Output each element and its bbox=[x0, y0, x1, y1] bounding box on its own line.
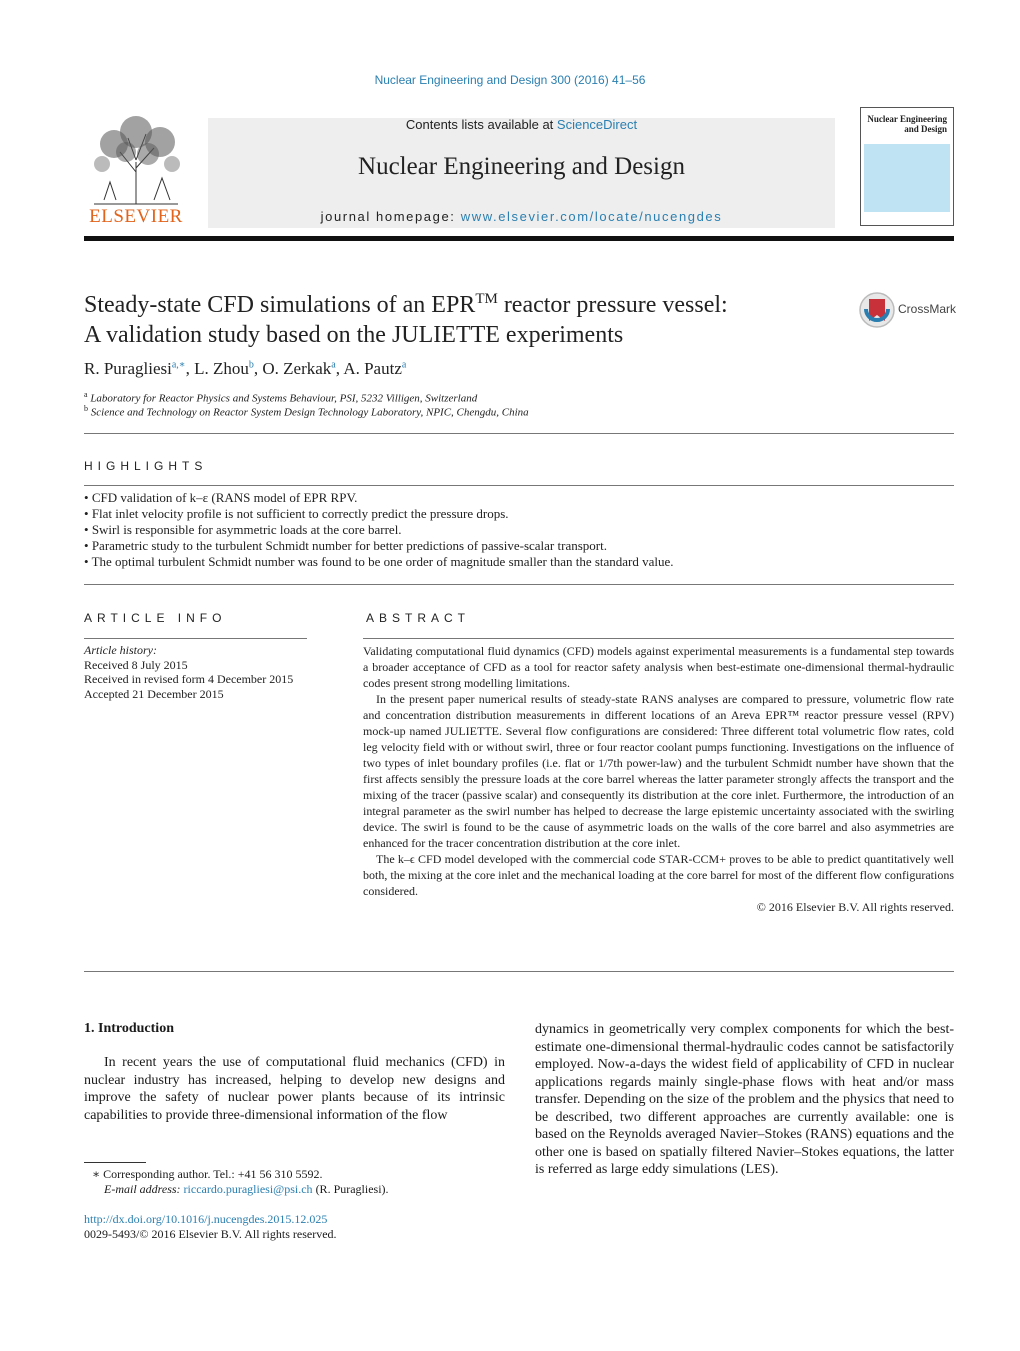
issn-line: 0029-5493/© 2016 Elsevier B.V. All rights reserved. bbox=[84, 1227, 337, 1241]
section-divider bbox=[84, 971, 954, 972]
author[interactable]: O. Zerkak$^a$ bbox=[262, 359, 336, 378]
highlights-heading: HIGHLIGHTS bbox=[84, 459, 208, 473]
article-history bbox=[84, 643, 293, 701]
introduction-heading: 1. Introduction bbox=[84, 1021, 174, 1036]
abstract-paragraph: Validating computational fluid dynamics (CFD) models against experimental measurements is a fundamental step towards a broader acceptance of CFD as a tool for reactor safety analysis when best-estimate one-dimensional thermal-hydraulic codes present strong modelling limitations. bbox=[363, 644, 954, 690]
sciencedirect-link[interactable]: ScienceDirect bbox=[556, 117, 638, 132]
abstract-body bbox=[363, 643, 954, 915]
crossmark-badge[interactable] bbox=[858, 291, 958, 331]
contents-prefix: Contents lists available at bbox=[405, 117, 557, 132]
elsevier-logo bbox=[84, 112, 188, 228]
article-info-heading: ARTICLE INFO bbox=[84, 611, 227, 625]
footnote-corresponding: ∗ Corresponding author. Tel.: +41 56 310 5592. bbox=[92, 1167, 323, 1181]
doi-block bbox=[84, 1212, 337, 1242]
abstract-heading: ABSTRACT bbox=[366, 611, 471, 625]
title-line-2: A validation study based on the JULIETTE experiments bbox=[84, 322, 624, 348]
masthead-divider bbox=[84, 236, 954, 241]
introduction-left-column: In recent years the use of computational fluid mechanics (CFD) in nuclear industry has increased, helping to develop new designs and improve the safety of nuclear power plants because of its intrinsic capabilities to provide three-dimensional information of the flow bbox=[84, 1055, 505, 1123]
highlight-item: • Parametric study to the turbulent Schmidt number for better predictions of passive-scalar transport. bbox=[84, 538, 607, 553]
abstract-paragraph: The k–ϵ CFD model developed with the commercial code STAR-CCM+ proves to be able to predict quantitatively well both, the mixing at the core inlet and the mechanical loading at the core barrel for most of the different flow configurations considered. bbox=[363, 852, 954, 898]
corresponding-author-footnote bbox=[92, 1167, 389, 1197]
homepage-label: journal homepage: bbox=[320, 209, 461, 224]
highlight-item: • Flat inlet velocity profile is not sufficient to correctly predict the pressure drops. bbox=[84, 506, 509, 521]
article-info-divider bbox=[84, 638, 307, 639]
history-revised: Received in revised form 4 December 2015 bbox=[84, 672, 294, 686]
homepage-link[interactable]: www.elsevier.com/locate/nucengdes bbox=[460, 209, 723, 224]
journal-homepage bbox=[208, 209, 835, 224]
crossmark-label: CrossMark bbox=[898, 302, 957, 316]
history-accepted: Accepted 21 December 2015 bbox=[84, 686, 224, 701]
history-received: Received 8 July 2015 bbox=[84, 657, 188, 672]
journal-title: Nuclear Engineering and Design bbox=[358, 153, 685, 180]
highlight-item: • CFD validation of k–ε (RANS model of EPR RPV. bbox=[84, 490, 358, 505]
journal-cover-thumbnail[interactable] bbox=[860, 107, 954, 226]
trademark-mark: TM bbox=[475, 291, 498, 307]
elsevier-wordmark: ELSEVIER bbox=[89, 206, 183, 227]
author[interactable]: L. Zhou$^b$ bbox=[194, 359, 254, 378]
article-title bbox=[84, 284, 844, 350]
abstract-paragraph: In the present paper numerical results of steady-state RANS analyses are compared to pressure, volumetric flow rate and concentration distribution measurements in different locations of an Areva EPR™ reactor pressure vessel (RPV) mock-up named JULIETTE. Several flow configurations are considered: Three different total volumetric flow rates, cold leg velocity field with or without swirl, three or four reactor coolant pumps functioning. Investigations on the influence of two types of inlet boundary profiles (i.e. flat or 1/7th power-law) and the turbulent Schmidt number have shown that the first affects sensibly the pressure loads at the core barrel whereas the latter parameter strongly affects the transport and the mixing of the tracer (passive scalar) and consequently its distribution at the core inlet. Furthermore, the introduction of an integral parameter as the swirl number has helped to decrease the large epistemic uncertainty associated with the swirling device. The swirl is found to be the cause of asymmetric loads on the walls of the core barrel and also asymmetries are enhanced for the tracer concentration distribution at the core inlet. bbox=[363, 692, 954, 850]
introduction-right-column: dynamics in geometrically very complex components for which the best-estimate one-dimensional thermal-hydraulic codes cannot be satisfactorily employed. Now-a-days the widest field of applicability of CFD in nuclear applications regards mainly single-phase flows with heat and/or mass transfer. Depending on the size of the problem and the physics that need to be described, two different approaches are currently available: one is based on the Reynolds averaged Navier–Stokes (RANS) equations and the other one is based on spatially filtered Navier–Stokes equations, the latter is referred as large eddy simulations (LES). bbox=[535, 1022, 954, 1177]
email-link[interactable]: riccardo.puragliesi@psi.ch bbox=[183, 1182, 313, 1196]
cover-image bbox=[864, 144, 950, 212]
highlight-item: • Swirl is responsible for asymmetric loads at the core barrel. bbox=[84, 522, 402, 537]
abstract-copyright: © 2016 Elsevier B.V. All rights reserved. bbox=[756, 900, 954, 914]
author-list: R. Puragliesi$^{a,∗}$, L. Zhou$^b$, O. Zerkak$^a$, A. Pautz$^a$ bbox=[84, 359, 407, 378]
abstract-divider bbox=[363, 638, 954, 639]
title-part: reactor pressure vessel: bbox=[497, 292, 728, 318]
highlights-list bbox=[84, 490, 674, 570]
footnote-rule bbox=[84, 1162, 146, 1163]
section-divider bbox=[84, 485, 954, 486]
section-divider bbox=[84, 584, 954, 585]
doi-link[interactable]: http://dx.doi.org/10.1016/j.nucengdes.2015.12.025 bbox=[84, 1212, 328, 1226]
history-label: Article history: bbox=[84, 643, 157, 657]
author[interactable]: R. Puragliesi$^{a,∗}$ bbox=[84, 359, 186, 378]
affiliation: $^a$ Laboratory for Reactor Physics and Systems Behaviour, PSI, 5232 Villigen, Switzerland bbox=[84, 390, 478, 405]
section-divider bbox=[84, 433, 954, 434]
contents-availability bbox=[208, 117, 835, 132]
journal-reference[interactable]: Nuclear Engineering and Design 300 (2016) 41–56 bbox=[374, 73, 646, 87]
title-part: Steady-state CFD simulations of an EPR bbox=[84, 292, 476, 318]
affiliation: $^b$ Science and Technology on Reactor System Design Technology Laboratory, NPIC, Chengdu, China bbox=[84, 404, 529, 419]
footnote-email: E-mail address: riccardo.puragliesi@psi.ch (R. Puragliesi). bbox=[104, 1182, 389, 1196]
cover-title: Nuclear Engineering and Design bbox=[867, 114, 947, 134]
highlight-item: • The optimal turbulent Schmidt number was found to be one order of magnitude smaller than the standard value. bbox=[84, 554, 674, 569]
author[interactable]: A. Pautz$^a$ bbox=[343, 359, 407, 378]
elsevier-tree-icon bbox=[84, 112, 188, 208]
crossmark-icon bbox=[858, 291, 896, 329]
